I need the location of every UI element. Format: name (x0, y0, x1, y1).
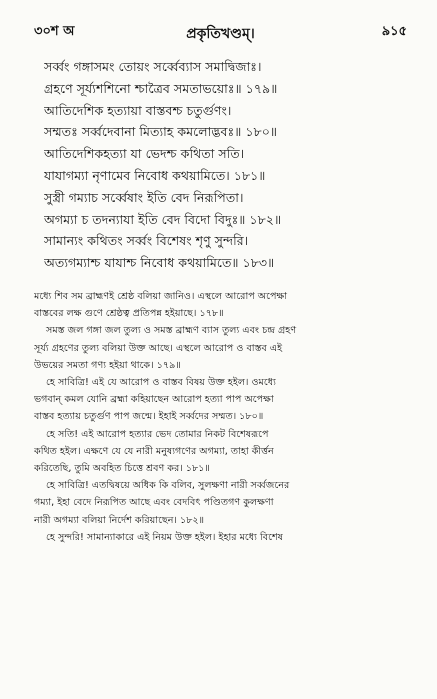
verse-line: অত্যগম্যাশ্চ যাযাশ্চ নিবোধ কথয়ামিতে॥ ১৮৩॥ (44, 255, 275, 271)
commentary-line: মধ্যে শিব সম ব্রাহ্মণই শ্রেষ্ঠ বলিয়া জানিও। এস্থলে আরোপ অপেক্ষা (34, 290, 288, 302)
commentary-line: বাস্তব হত্যায় চতুর্গুণ পাপ জন্মে। ইহাই সর্ব্বদের সম্মত। ১৮০॥ (34, 411, 264, 423)
commentary-line: কথিত হইল। এক্ষণে যে যে নারী মনুষ্যগণের অগম্যা, তাহা কীর্ত্তন (34, 445, 274, 457)
commentary-line: নারী অগম্যা বলিয়া নির্দেশ করিয়াছেন। ১৮২॥ (34, 514, 205, 526)
commentary-line: বাস্তবের লক্ষ গুণে শ্রেষ্ঠত্ব প্রতিপন্ন হইয়াছে। ১৭৮॥ (34, 308, 224, 320)
commentary-line: সূর্য্য গ্রহণের তুল্য বলিয়া উক্ত আছে। এস্থলে আরোপ ও বাস্তব এই (34, 342, 283, 354)
commentary-paragraph (34, 374, 407, 426)
commentary-line: ভগবান্ কমল যোনি ব্রহ্মা কহিয়াছেন আরোপ হত্যা পাপ অপেক্ষা (34, 394, 274, 406)
running-title: প্রকৃতিখণ্ডম্। (186, 26, 255, 42)
commentary-paragraph (34, 529, 407, 546)
verse-line: আতিদেশিকহত্যা যা ভেদশ্চ কথিতা সতি। (44, 146, 245, 162)
commentary-line: গম্যা, ইহা বেদে নিরূপিত আছে এবং বেদবিৎ পণ্ডিতগণ কুলক্ষণা (34, 497, 274, 509)
bengali-commentary (34, 288, 407, 546)
page-header (34, 22, 407, 46)
commentary-line: সমস্ত জল গঙ্গা জল তুল্য ও সমস্ত ব্রাহ্মণ ব্যাস তুল্য এবং চন্দ্র গ্রহণ (46, 325, 297, 337)
commentary-line: হে সাবিত্রি! এতদ্বিষয়ে অধিক কি বলিব, সুলক্ষণা নারী সর্ব্বজনের (46, 480, 290, 492)
chapter-number: ৩০শ অ (34, 24, 75, 39)
verse-line: সর্ব্বং গঙ্গাসমং তোয়ং সর্ব্বেব্যাস সমাদ্বিজাঃ। (44, 59, 262, 74)
verse-line: যাযাগম্যা নৃণামেব নিবোধ কথয়ামিতে। ১৮১॥ (44, 167, 266, 183)
verse-line: সম্মতঃ সর্ব্বদেবানা মিত্যাহ কমলোদ্ভবঃ॥ ১৮০॥ (44, 124, 278, 140)
verse-line: সুস্ত্রী গম্যাচ সর্ব্বেষাং ইতি বেদ নিরূপিতা। (44, 189, 244, 205)
commentary-line: উভয়ের সমতা গণ্য হইয়া থাকে। ১৭৯॥ (34, 359, 181, 371)
verse-line: আতিদেশিক হত্যায়া বাস্তবশ্চ চতুর্গুণং। (44, 102, 232, 118)
page-number: ৯১৫ (381, 24, 407, 39)
commentary-paragraph (34, 477, 407, 529)
verse-line: অগম্যা চ তদন্যাযা ইতি বেদ বিদো বিদুঃ॥ ১৮২॥ (44, 211, 282, 227)
commentary-line: হে সুন্দরি! সামান্যাকারে এই নিয়ম উক্ত হইল। ইহার মধ্যে বিশেষ (46, 531, 283, 543)
verse-line: সামান্যং কথিতং সর্ব্বং বিশেষং শৃণু সুন্দরি। (44, 233, 249, 249)
verse-line: গ্রহণে সূর্য্যশশিনো শ্চাত্রৈব সমতাভয়োঃ॥ ১৭৯॥ (44, 80, 278, 96)
commentary-paragraph (34, 426, 407, 478)
commentary-line: করিতেছি, তুমি অবহিত চিত্তে শ্রবণ কর। ১৮১॥ (34, 463, 210, 474)
sanskrit-verses (44, 56, 407, 274)
commentary-line: হে সাবিত্রি! এই যে আরোপ ও বাস্তব বিষয় উক্ত হইল। ওমধ্যে (46, 376, 276, 388)
commentary-line: হে সতি! এই আরোপ হত্যার ভেদ তোমার নিকট বিশেষরূপে (46, 428, 269, 440)
commentary-paragraph (34, 288, 407, 322)
commentary-paragraph (34, 322, 407, 374)
